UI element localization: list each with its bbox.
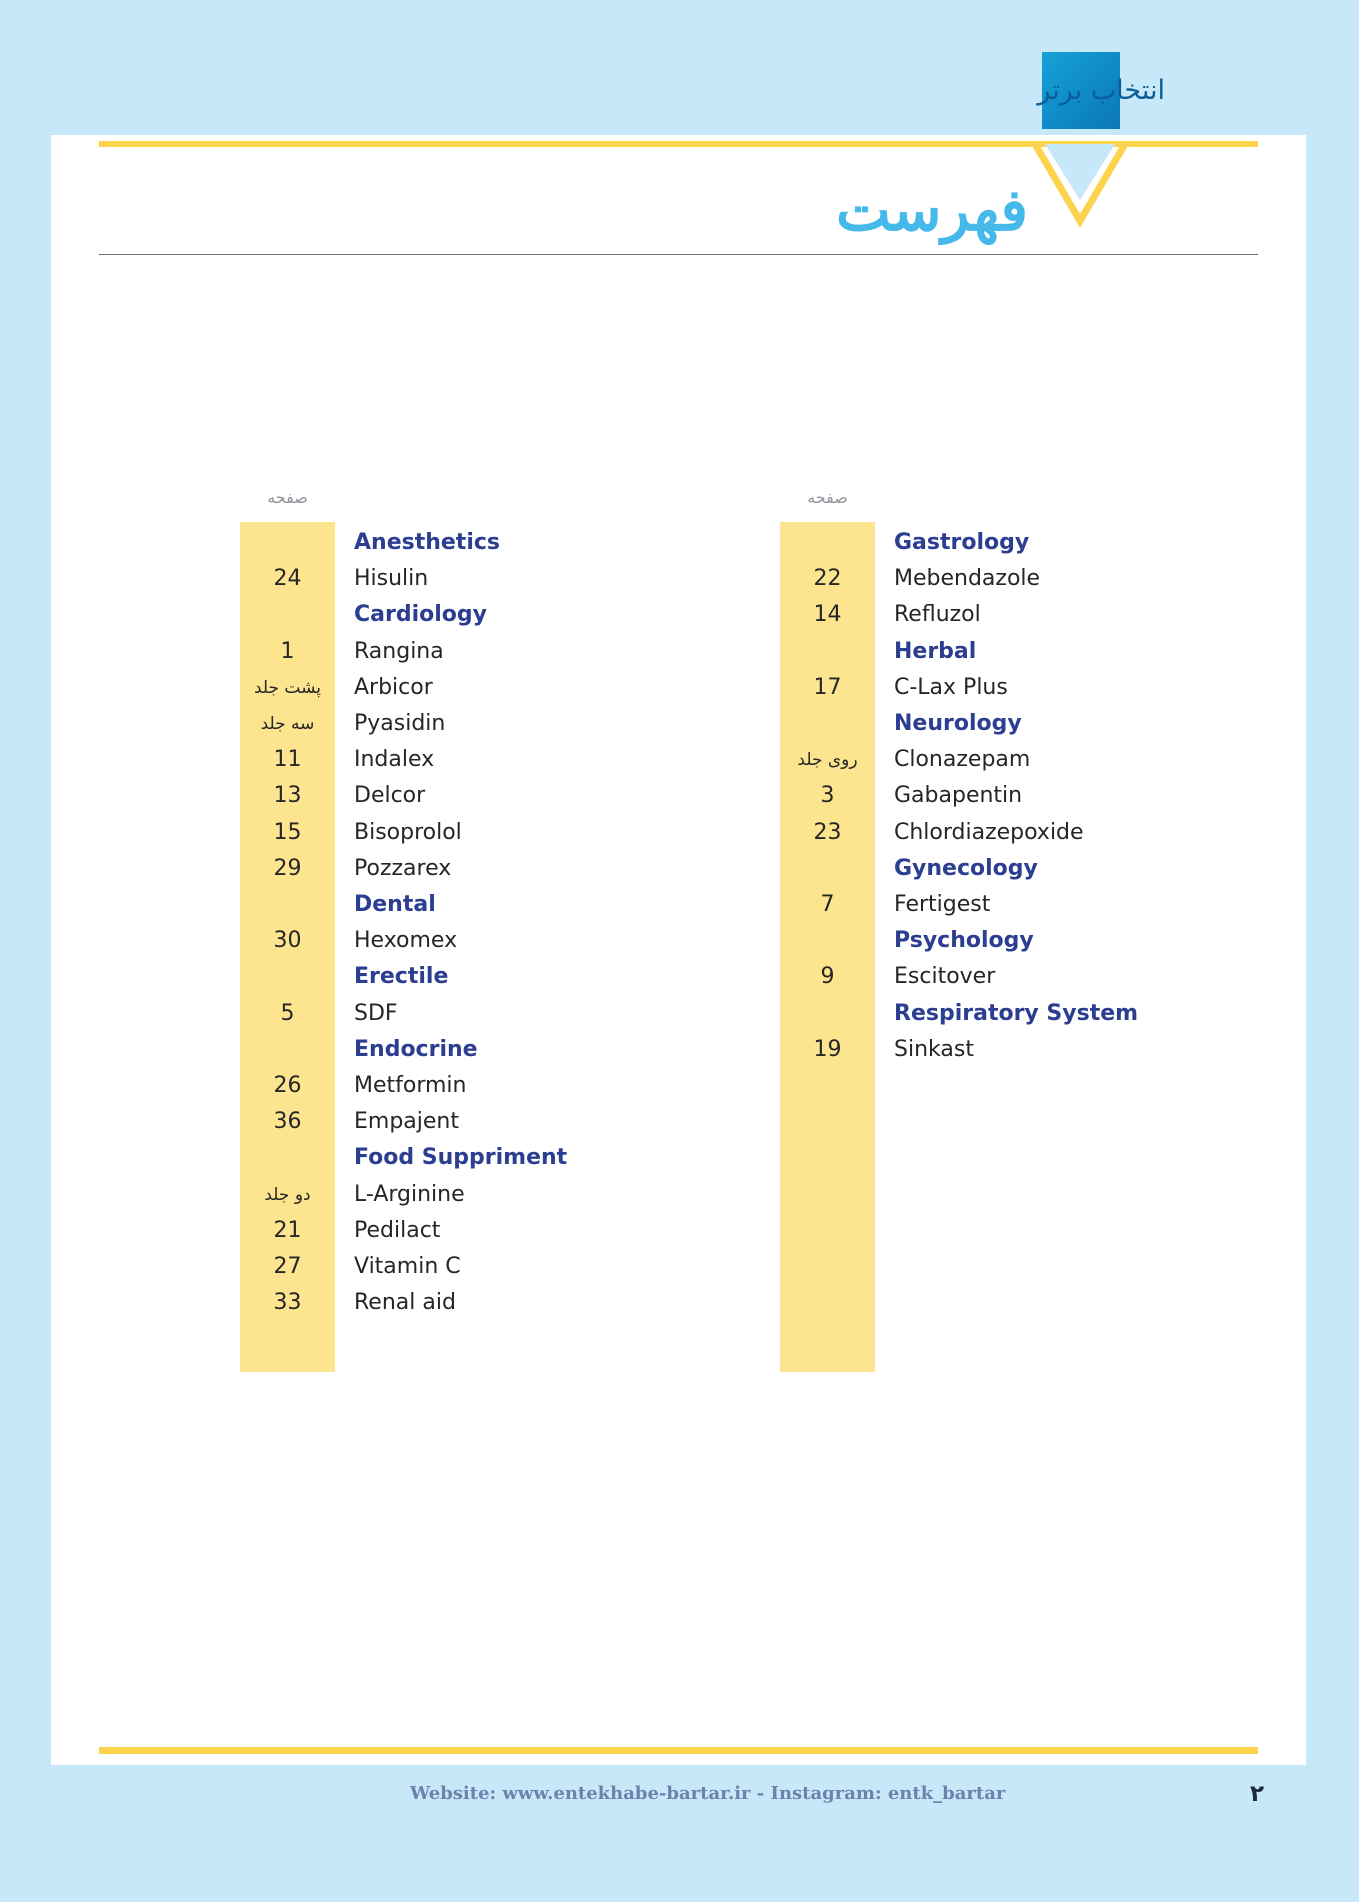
- category-heading: Dental: [354, 892, 436, 917]
- toc-row: [780, 671, 1200, 705]
- toc-row: [240, 779, 660, 813]
- category-row: [780, 997, 1200, 1031]
- product-name: Pozzarex: [354, 855, 452, 881]
- footer-accent-line: [99, 1747, 1258, 1754]
- toc-row: [240, 924, 660, 958]
- page-reference: 19: [813, 1036, 842, 1062]
- category-heading: Gastrology: [894, 530, 1030, 555]
- category-row: [240, 1033, 660, 1067]
- toc-row: [240, 1250, 660, 1284]
- page-reference: 33: [273, 1290, 302, 1316]
- toc-row: [240, 671, 660, 705]
- toc-row: [780, 743, 1200, 777]
- category-heading: Cardiology: [354, 602, 487, 628]
- toc-row: [240, 707, 660, 741]
- category-heading: Gynecology: [894, 855, 1038, 881]
- toc-row: [240, 1178, 660, 1212]
- product-name: Sinkast: [894, 1036, 974, 1062]
- toc-row: [780, 598, 1200, 632]
- category-row: [240, 960, 660, 994]
- page-reference: 17: [813, 674, 842, 700]
- product-name: Metformin: [354, 1073, 467, 1098]
- category-row: [240, 888, 660, 922]
- brand-logo: [1037, 52, 1165, 129]
- page-reference: دو جلد: [264, 1184, 311, 1205]
- product-name: Clonazepam: [894, 747, 1031, 773]
- category-heading: Anesthetics: [354, 530, 500, 555]
- toc-row: [240, 1214, 660, 1248]
- page-reference: 26: [273, 1073, 302, 1098]
- category-heading: Respiratory System: [894, 1000, 1139, 1026]
- header-chevron-icon: [1025, 140, 1165, 230]
- toc-row: [240, 562, 660, 596]
- toc-row: [780, 960, 1200, 994]
- page-reference: پشت جلد: [253, 677, 322, 698]
- page-reference: سه جلد: [260, 714, 315, 734]
- product-name: C-Lax Plus: [894, 674, 1008, 700]
- toc-row: [780, 562, 1200, 596]
- product-name: Hisulin: [354, 566, 429, 592]
- product-name: Fertigest: [894, 892, 991, 917]
- toc-row: [780, 888, 1200, 922]
- page-reference: 5: [280, 1000, 295, 1026]
- product-name: Pedilact: [354, 1217, 441, 1243]
- category-heading: Psychology: [894, 928, 1034, 954]
- toc-row: [780, 1033, 1200, 1067]
- left-page-column-header: صفحه: [267, 488, 308, 507]
- page-reference: 22: [813, 566, 842, 592]
- category-row: [780, 635, 1200, 669]
- category-row: [240, 1141, 660, 1175]
- product-name: Indalex: [354, 747, 435, 773]
- product-name: Chlordiazepoxide: [894, 819, 1084, 845]
- category-heading: Endocrine: [354, 1036, 478, 1062]
- toc-row: [240, 1105, 660, 1139]
- product-name: SDF: [354, 1000, 398, 1026]
- category-heading: Food Suppriment: [354, 1145, 568, 1171]
- category-row: [240, 526, 660, 560]
- page-reference: 24: [273, 566, 302, 592]
- category-heading: Erectile: [354, 964, 449, 990]
- category-heading: Herbal: [894, 638, 977, 664]
- page-reference: 27: [273, 1254, 302, 1279]
- page-reference: 1: [280, 638, 295, 664]
- toc-row: [240, 743, 660, 777]
- category-row: [780, 924, 1200, 958]
- category-heading: Neurology: [894, 711, 1022, 736]
- category-row: [780, 707, 1200, 741]
- product-name: Arbicor: [354, 674, 433, 700]
- page-reference: 30: [273, 928, 302, 954]
- product-name: Empajent: [354, 1109, 459, 1135]
- toc-row: [240, 1069, 660, 1103]
- page-reference: روی جلد: [797, 750, 858, 771]
- page-reference: 14: [813, 602, 842, 628]
- right-page-column-header: صفحه: [807, 488, 848, 507]
- category-row: [780, 526, 1200, 560]
- toc-row: [780, 816, 1200, 850]
- product-name: Delcor: [354, 783, 426, 809]
- toc-row: [240, 852, 660, 886]
- page-reference: 23: [813, 819, 842, 845]
- page-reference: 3: [820, 783, 835, 809]
- product-name: Hexomex: [354, 928, 458, 954]
- page-reference: 9: [820, 964, 835, 990]
- category-row: [780, 852, 1200, 886]
- toc-row: [780, 779, 1200, 813]
- product-name: Vitamin C: [354, 1254, 461, 1279]
- page-number: ۲: [1249, 1781, 1265, 1807]
- toc-row: [240, 997, 660, 1031]
- product-name: Mebendazole: [894, 566, 1041, 592]
- page-reference: 15: [273, 819, 302, 845]
- product-name: Bisoprolol: [354, 819, 462, 845]
- product-name: Escitover: [894, 964, 996, 990]
- toc-row: [240, 1286, 660, 1320]
- product-name: L-Arginine: [354, 1181, 465, 1207]
- page-reference: 21: [273, 1217, 302, 1243]
- product-name: Renal aid: [354, 1290, 456, 1316]
- page-title: فهرست: [835, 176, 1028, 244]
- product-name: Refluzol: [894, 602, 981, 628]
- footer-contact-text: Website: www.entekhabe-bartar.ir - Instagram: entk_bartar: [410, 1783, 1006, 1804]
- toc-row: [240, 635, 660, 669]
- product-name: Gabapentin: [894, 783, 1023, 809]
- toc-row: [240, 816, 660, 850]
- brand-logo-text: انتخاب برتر: [1037, 75, 1165, 106]
- page-reference: 36: [273, 1109, 302, 1135]
- header-divider: [99, 254, 1258, 255]
- product-name: Pyasidin: [354, 711, 446, 736]
- product-name: Rangina: [354, 638, 444, 664]
- page-reference: 13: [273, 783, 302, 809]
- category-row: [240, 598, 660, 632]
- page-reference: 7: [820, 892, 835, 917]
- page-reference: 29: [273, 855, 302, 881]
- page-reference: 11: [273, 747, 302, 773]
